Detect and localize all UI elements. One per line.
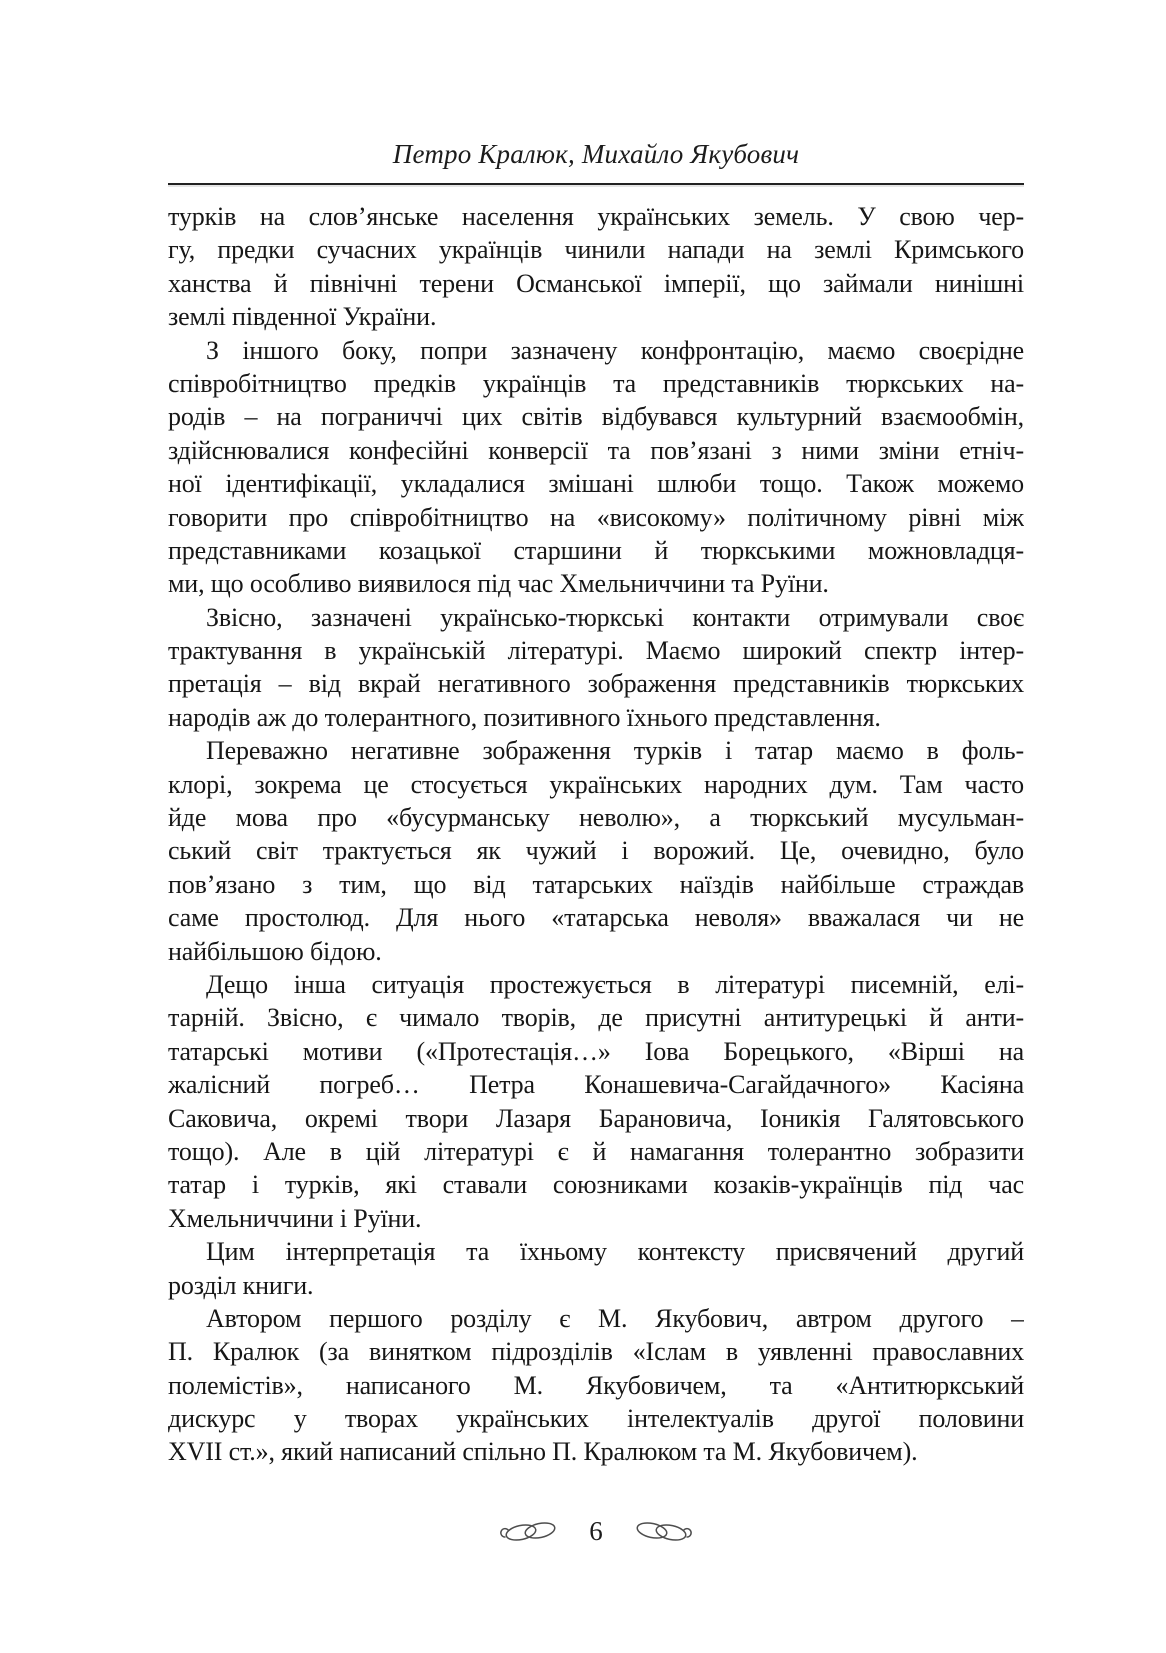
- text-line: П. Кралюк (за винятком підрозділів «Іслам в уявленні православних: [168, 1337, 1024, 1367]
- text-line: співробітництво предків українців та представників тюркських на-: [168, 368, 1024, 398]
- paragraph: [168, 334, 1024, 601]
- text-line: йде мова про «бусурманську неволю», а тюркський мусульман-: [168, 803, 1024, 833]
- text-line: представниками козацької старшини й тюркськими можновладця-: [168, 535, 1024, 565]
- flourish-right-icon: [631, 1519, 697, 1545]
- text-line: татар і турків, які ставали союзниками козаків-українців під час: [168, 1170, 1024, 1200]
- text-line: пов’язано з тим, що від татарських наїздів найбільше страждав: [168, 869, 1024, 899]
- page-content: [168, 0, 1024, 1469]
- page-header: [168, 138, 1024, 185]
- page-number: 6: [589, 1516, 603, 1546]
- text-line: трактування в українській літературі. Маємо широкий спектр інтер-: [168, 636, 1024, 666]
- text-line: ський світ трактується як чужий і ворожий. Це, очевидно, було: [168, 836, 1024, 866]
- text-line: Хмельниччини і Руїни.: [168, 1203, 422, 1233]
- paragraph: [168, 734, 1024, 968]
- running-title: Петро Кралюк, Михайло Якубович: [392, 139, 800, 169]
- text-line: турків на слов’янське населення українських земель. У свою чер-: [168, 202, 1024, 231]
- text-line: тарній. Звісно, є чимало творів, де присутні антитурецькі й анти-: [168, 1003, 1024, 1033]
- text-line: ханства й північні терени Османської імперії, що займали нинішні: [168, 268, 1024, 298]
- text-line: тощо). Але в цій літературі є й намагання толерантно зобразити: [168, 1136, 1024, 1166]
- paragraph: [168, 1235, 1024, 1302]
- header-rule: [168, 183, 1024, 185]
- text-line: клорі, зокрема це стосується українських народних дум. Там часто: [168, 769, 1024, 799]
- paragraph: [168, 1302, 1024, 1469]
- text-line: Переважно негативне зображення турків і татар маємо в фоль-: [206, 736, 1024, 766]
- text-line: здійснювалися конфесійні конверсії та пов’язані з ними зміни етніч-: [168, 435, 1024, 465]
- text-line: народів аж до толерантного, позитивного їхнього представлення.: [168, 702, 881, 732]
- paragraph: [168, 968, 1024, 1235]
- text-line: Цим інтерпретація та їхньому контексту присвячений другий: [206, 1237, 1024, 1267]
- text-line: полемістів», написаного М. Якубовичем, та «Антитюркський: [168, 1370, 1024, 1400]
- page-footer: [168, 1516, 1024, 1547]
- text-line: XVII ст.», який написаний спільно П. Кралюком та М. Якубовичем).: [168, 1437, 918, 1467]
- text-line: Дещо інша ситуація простежується в літературі писемній, елі-: [206, 969, 1024, 999]
- text-line: землі південної України.: [168, 302, 437, 332]
- text-line: татарські мотиви («Протестація…» Іова Борецького, «Вірші на: [168, 1036, 1024, 1066]
- text-line: Саковича, окремі твори Лазаря Барановича, Іоникія Галятовського: [168, 1103, 1024, 1133]
- page-body: [168, 200, 1024, 1469]
- text-line: ми, що особливо виявилося під час Хмельниччини та Руїни.: [168, 569, 829, 599]
- text-line: Звісно, зазначені українсько-тюркські контакти отримували своє: [206, 602, 1024, 632]
- text-line: дискурс у творах українських інтелектуалів другої половини: [168, 1404, 1024, 1434]
- text-line: Автором першого розділу є М. Якубович, автром другого –: [206, 1303, 1024, 1333]
- text-line: гу, предки сучасних українців чинили напади на землі Кримського: [168, 235, 1024, 265]
- text-line: розділ книги.: [168, 1270, 314, 1300]
- text-line: З іншого боку, попри зазначену конфронтацію, маємо своєрідне: [206, 335, 1024, 365]
- paragraph: [168, 601, 1024, 735]
- text-line: говорити про співробітництво на «високому» політичному рівні між: [168, 502, 1024, 532]
- flourish-left-icon: [495, 1519, 561, 1545]
- paragraph: [168, 200, 1024, 334]
- text-line: саме простолюд. Для нього «татарська неволя» вважалася чи не: [168, 903, 1024, 933]
- text-line: ної ідентифікації, укладалися змішані шлюби тощо. Також можемо: [168, 469, 1024, 499]
- text-line: жалісний погреб… Петра Конашевича-Сагайдачного» Касіяна: [168, 1070, 1024, 1100]
- text-line: родів – на пограниччі цих світів відбувався культурний взаємообмін,: [168, 402, 1024, 432]
- text-line: претація – від вкрай негативного зображення представників тюркських: [168, 669, 1024, 699]
- text-line: найбільшою бідою.: [168, 936, 382, 966]
